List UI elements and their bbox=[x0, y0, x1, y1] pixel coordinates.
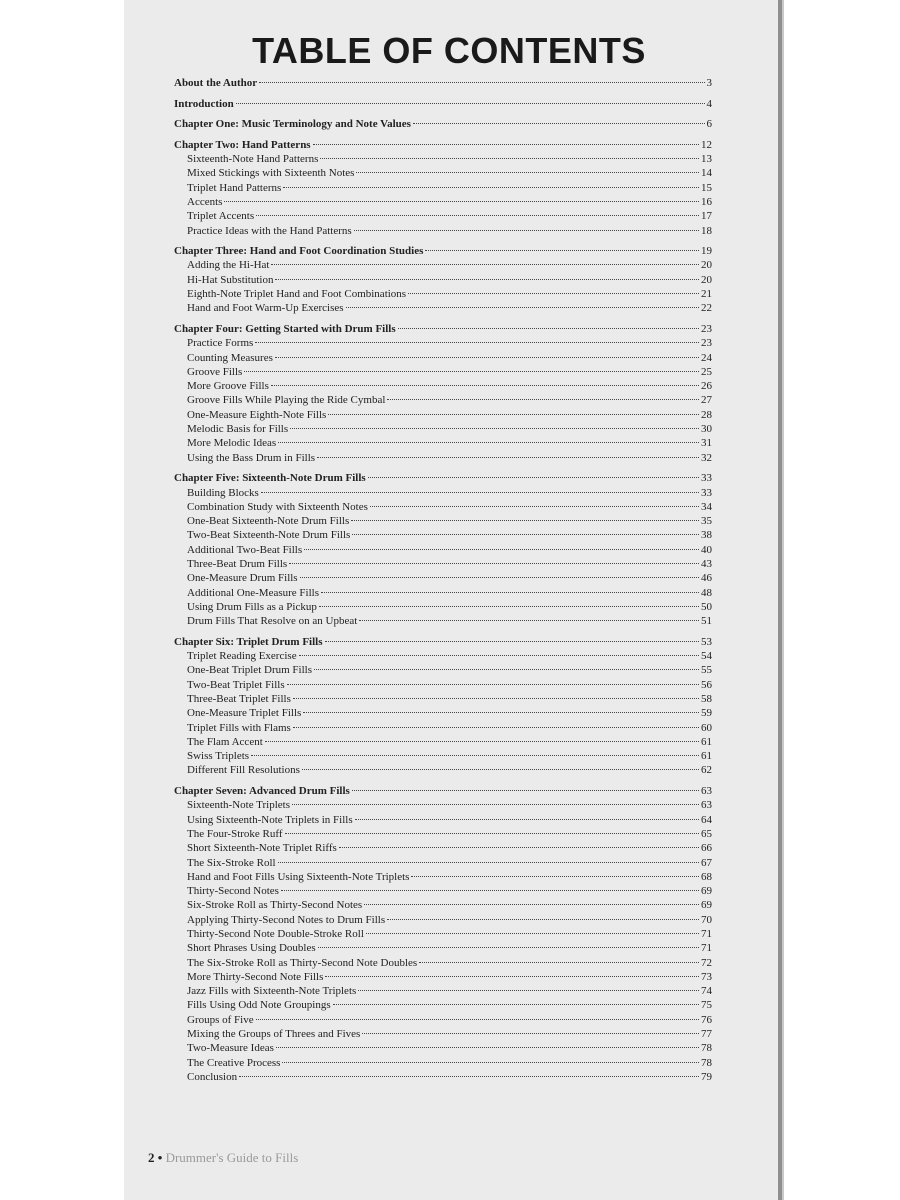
toc-entry-title: Chapter Six: Triplet Drum Fills bbox=[174, 635, 323, 648]
toc-section-entry bbox=[174, 452, 712, 466]
toc-entry-page: 35 bbox=[701, 515, 712, 528]
dot-leader bbox=[300, 577, 699, 578]
dot-leader bbox=[352, 534, 699, 535]
footer-book-title: Drummer's Guide to Fills bbox=[165, 1150, 299, 1165]
toc-section-entry bbox=[174, 558, 712, 572]
toc-entry-page: 19 bbox=[701, 245, 712, 258]
toc-section-entry bbox=[174, 928, 712, 942]
toc-entry-title: More Melodic Ideas bbox=[187, 437, 277, 450]
toc-entry-title: Using Drum Fills as a Pickup bbox=[187, 600, 317, 613]
toc-section-entry bbox=[174, 942, 712, 956]
toc-entry-title: Triplet Accents bbox=[187, 210, 255, 223]
dot-leader bbox=[302, 769, 699, 770]
toc-section-entry bbox=[174, 225, 712, 239]
dot-leader bbox=[256, 1019, 699, 1020]
page-title: TABLE OF CONTENTS bbox=[252, 30, 646, 71]
toc-entry-title: More Thirty-Second Note Fills bbox=[187, 970, 324, 983]
toc-section-entry bbox=[174, 722, 712, 736]
toc-entry-page: 32 bbox=[701, 451, 712, 464]
toc-entry-page: 30 bbox=[701, 423, 712, 436]
toc-section-entry bbox=[174, 1042, 712, 1056]
dot-leader bbox=[317, 457, 699, 458]
toc-section-entry bbox=[174, 707, 712, 721]
toc-entry-page: 12 bbox=[701, 138, 712, 151]
toc-entry-page: 34 bbox=[701, 500, 712, 513]
toc-entry-title: Short Sixteenth-Note Triplet Riffs bbox=[187, 842, 337, 855]
toc-entry-title: Thirty-Second Notes bbox=[187, 885, 279, 898]
toc-entry-page: 21 bbox=[701, 288, 712, 301]
toc-entry-page: 71 bbox=[701, 942, 712, 955]
toc-section-entry bbox=[174, 380, 712, 394]
dot-leader bbox=[292, 804, 699, 805]
dot-leader bbox=[366, 933, 699, 934]
toc-entry-title: One-Measure Triplet Fills bbox=[187, 707, 302, 720]
toc-section-entry bbox=[174, 615, 712, 629]
toc-section-entry bbox=[174, 196, 712, 210]
toc-chapter-entry bbox=[174, 785, 712, 799]
toc-entry-page: 24 bbox=[701, 351, 712, 364]
dot-leader bbox=[387, 919, 699, 920]
page-edge-shadow bbox=[782, 0, 784, 1200]
toc-entry-title: Three-Beat Triplet Fills bbox=[187, 692, 291, 705]
dot-leader bbox=[358, 990, 699, 991]
toc-entry-title: Chapter One: Music Terminology and Note Values bbox=[174, 118, 411, 131]
toc-chapter-entry bbox=[174, 323, 712, 337]
dot-leader bbox=[236, 103, 705, 104]
toc-entry-title: Applying Thirty-Second Notes to Drum Fills bbox=[187, 913, 386, 926]
toc-entry-page: 4 bbox=[706, 97, 712, 110]
toc-entry-page: 59 bbox=[701, 707, 712, 720]
toc-section-entry bbox=[174, 1014, 712, 1028]
dot-leader bbox=[293, 727, 699, 728]
toc-entry-page: 61 bbox=[701, 750, 712, 763]
toc-entry-page: 63 bbox=[701, 799, 712, 812]
toc-entry-page: 20 bbox=[701, 259, 712, 272]
toc-entry-title: Thirty-Second Note Double-Stroke Roll bbox=[187, 928, 364, 940]
toc-entry-title: Adding the Hi-Hat bbox=[187, 259, 270, 272]
toc-entry-page: 20 bbox=[701, 273, 712, 286]
toc-entry-title: Additional One-Measure Fills bbox=[187, 586, 319, 599]
toc-section-entry bbox=[174, 1028, 712, 1042]
toc-entry-title: Introduction bbox=[174, 97, 234, 110]
dot-leader bbox=[251, 755, 699, 756]
dot-leader bbox=[370, 506, 699, 507]
dot-leader bbox=[425, 250, 699, 251]
toc-chapter-entry bbox=[174, 98, 712, 112]
toc-entry-title: Triplet Reading Exercise bbox=[187, 650, 297, 663]
dot-leader bbox=[354, 230, 699, 231]
toc-entry-title: The Creative Process bbox=[187, 1056, 281, 1069]
toc-entry-title: Accents bbox=[187, 195, 223, 208]
footer-page-number: 2 bbox=[148, 1150, 155, 1165]
toc-entry-title: Groups of Five bbox=[187, 1013, 254, 1026]
toc-entry-title: Using the Bass Drum in Fills bbox=[187, 451, 316, 464]
toc-entry-title: Sixteenth-Note Triplets bbox=[187, 799, 290, 812]
toc-chapter-entry bbox=[174, 77, 712, 91]
dot-leader bbox=[355, 819, 699, 820]
dot-leader bbox=[271, 385, 699, 386]
toc-entry-page: 63 bbox=[701, 785, 712, 798]
toc-section-entry bbox=[174, 182, 712, 196]
toc-entry-page: 13 bbox=[701, 153, 712, 166]
toc-entry-title: One-Beat Sixteenth-Note Drum Fills bbox=[187, 515, 350, 528]
toc-section-entry bbox=[174, 957, 712, 971]
dot-leader bbox=[328, 414, 699, 415]
page-footer bbox=[148, 1150, 298, 1166]
dot-leader bbox=[282, 1062, 699, 1063]
dot-leader bbox=[356, 172, 699, 173]
toc-entry-title: Melodic Basis for Fills bbox=[187, 423, 289, 436]
toc-entry-page: 55 bbox=[701, 664, 712, 677]
dot-leader bbox=[346, 307, 699, 308]
toc-entry-title: Hand and Foot Warm-Up Exercises bbox=[187, 302, 344, 315]
toc-entry-page: 28 bbox=[701, 408, 712, 421]
toc-entry-title: Chapter Five: Sixteenth-Note Drum Fills bbox=[174, 472, 366, 485]
toc-entry-title: Three-Beat Drum Fills bbox=[187, 557, 288, 570]
toc-section-entry bbox=[174, 679, 712, 693]
toc-section-entry bbox=[174, 799, 712, 813]
toc-entry-title: Fills Using Odd Note Groupings bbox=[187, 999, 331, 1012]
dot-leader bbox=[255, 342, 699, 343]
toc-entry-title: Chapter Four: Getting Started with Drum Fills bbox=[174, 322, 396, 335]
toc-entry-page: 75 bbox=[701, 999, 712, 1012]
toc-section-entry bbox=[174, 664, 712, 678]
dot-leader bbox=[325, 976, 699, 977]
toc-section-entry bbox=[174, 601, 712, 615]
toc-section-entry bbox=[174, 544, 712, 558]
dot-leader bbox=[359, 620, 699, 621]
toc-entry-title: The Six-Stroke Roll bbox=[187, 856, 276, 869]
toc-entry-title: Triplet Hand Patterns bbox=[187, 181, 282, 194]
dot-leader bbox=[413, 123, 705, 124]
dot-leader bbox=[398, 328, 699, 329]
toc-entry-page: 78 bbox=[701, 1056, 712, 1069]
dot-leader bbox=[275, 357, 699, 358]
toc-entry-page: 74 bbox=[701, 985, 712, 998]
toc-entry-page: 22 bbox=[701, 302, 712, 315]
toc-entry-page: 18 bbox=[701, 224, 712, 237]
toc-entry-title: Practice Forms bbox=[187, 337, 254, 350]
dot-leader bbox=[265, 741, 699, 742]
toc-entry-page: 43 bbox=[701, 557, 712, 570]
dot-leader bbox=[325, 641, 700, 642]
dot-leader bbox=[362, 1033, 699, 1034]
toc-entry-title: Using Sixteenth-Note Triplets in Fills bbox=[187, 813, 353, 826]
toc-section-entry bbox=[174, 999, 712, 1013]
toc-chapter-entry bbox=[174, 139, 712, 153]
toc-entry-title: Two-Beat Triplet Fills bbox=[187, 678, 285, 691]
toc-entry-page: 60 bbox=[701, 721, 712, 734]
toc-entry-page: 66 bbox=[701, 842, 712, 855]
toc-entry-page: 54 bbox=[701, 650, 712, 663]
dot-leader bbox=[289, 563, 699, 564]
toc-section-entry bbox=[174, 487, 712, 501]
toc-section-entry bbox=[174, 693, 712, 707]
dot-leader bbox=[261, 492, 699, 493]
toc-section-entry bbox=[174, 153, 712, 167]
dot-leader bbox=[290, 428, 699, 429]
toc-section-entry bbox=[174, 210, 712, 224]
toc-entry-page: 48 bbox=[701, 586, 712, 599]
dot-leader bbox=[352, 790, 699, 791]
footer-separator: • bbox=[157, 1150, 163, 1165]
toc-entry-title: Drum Fills That Resolve on an Upbeat bbox=[187, 615, 358, 628]
toc-chapter-entry bbox=[174, 472, 712, 486]
toc-section-entry bbox=[174, 274, 712, 288]
dot-leader bbox=[408, 293, 699, 294]
toc-entry-page: 76 bbox=[701, 1013, 712, 1026]
toc-entry-title: One-Measure Drum Fills bbox=[187, 572, 298, 585]
toc-section-entry bbox=[174, 437, 712, 451]
dot-leader bbox=[411, 876, 699, 877]
toc-entry-page: 69 bbox=[701, 885, 712, 898]
toc-entry-page: 23 bbox=[701, 322, 712, 335]
toc-entry-page: 79 bbox=[701, 1070, 712, 1083]
toc-section-entry bbox=[174, 409, 712, 423]
toc-entry-title: Mixing the Groups of Threes and Fives bbox=[187, 1028, 361, 1041]
dot-leader bbox=[278, 862, 699, 863]
dot-leader bbox=[287, 684, 699, 685]
dot-leader bbox=[239, 1076, 699, 1077]
toc-section-entry bbox=[174, 885, 712, 899]
toc-entry-page: 33 bbox=[701, 486, 712, 499]
toc-section-entry bbox=[174, 871, 712, 885]
table-of-contents bbox=[174, 77, 712, 1085]
dot-leader bbox=[419, 962, 699, 963]
toc-entry-title: Counting Measures bbox=[187, 351, 273, 364]
toc-section-entry bbox=[174, 394, 712, 408]
toc-entry-title: Different Fill Resolutions bbox=[187, 764, 300, 777]
toc-entry-title: Hand and Foot Fills Using Sixteenth-Note Triplets bbox=[187, 870, 410, 883]
toc-entry-page: 53 bbox=[701, 635, 712, 648]
toc-entry-page: 67 bbox=[701, 856, 712, 869]
toc-entry-page: 26 bbox=[701, 380, 712, 393]
toc-entry-title: Building Blocks bbox=[187, 486, 259, 499]
toc-entry-page: 27 bbox=[701, 394, 712, 407]
dot-leader bbox=[244, 371, 699, 372]
toc-entry-title: Combination Study with Sixteenth Notes bbox=[187, 500, 368, 513]
toc-entry-title: Additional Two-Beat Fills bbox=[187, 543, 303, 556]
toc-chapter-entry bbox=[174, 118, 712, 132]
toc-entry-page: 46 bbox=[701, 572, 712, 585]
toc-entry-page: 78 bbox=[701, 1042, 712, 1055]
dot-leader bbox=[387, 399, 699, 400]
toc-entry-page: 73 bbox=[701, 970, 712, 983]
toc-section-entry bbox=[174, 167, 712, 181]
toc-entry-page: 23 bbox=[701, 337, 712, 350]
toc-section-entry bbox=[174, 971, 712, 985]
toc-entry-page: 65 bbox=[701, 827, 712, 840]
dot-leader bbox=[304, 549, 699, 550]
toc-entry-page: 62 bbox=[701, 764, 712, 777]
toc-section-entry bbox=[174, 828, 712, 842]
toc-entry-title: Chapter Seven: Advanced Drum Fills bbox=[174, 785, 350, 798]
toc-section-entry bbox=[174, 337, 712, 351]
dot-leader bbox=[314, 669, 699, 670]
toc-entry-title: The Flam Accent bbox=[187, 735, 263, 748]
toc-entry-page: 16 bbox=[701, 195, 712, 208]
toc-entry-title: The Four-Stroke Ruff bbox=[187, 827, 283, 840]
dot-leader bbox=[319, 606, 699, 607]
dot-leader bbox=[351, 520, 699, 521]
dot-leader bbox=[283, 187, 699, 188]
toc-section-entry bbox=[174, 736, 712, 750]
toc-entry-page: 77 bbox=[701, 1028, 712, 1041]
toc-entry-page: 40 bbox=[701, 543, 712, 556]
toc-chapter-entry bbox=[174, 245, 712, 259]
toc-entry-page: 25 bbox=[701, 365, 712, 378]
dot-leader bbox=[224, 201, 699, 202]
toc-entry-title: Chapter Three: Hand and Foot Coordination Studies bbox=[174, 245, 424, 258]
toc-section-entry bbox=[174, 857, 712, 871]
toc-entry-page: 38 bbox=[701, 529, 712, 542]
toc-section-entry bbox=[174, 302, 712, 316]
toc-entry-page: 17 bbox=[701, 210, 712, 223]
toc-entry-page: 69 bbox=[701, 899, 712, 912]
dot-leader bbox=[333, 1004, 699, 1005]
toc-entry-page: 58 bbox=[701, 692, 712, 705]
toc-section-entry bbox=[174, 914, 712, 928]
toc-section-entry bbox=[174, 814, 712, 828]
toc-entry-title: The Six-Stroke Roll as Thirty-Second Note Doubles bbox=[187, 956, 418, 969]
toc-section-entry bbox=[174, 1071, 712, 1085]
toc-entry-title: Swiss Triplets bbox=[187, 750, 250, 763]
dot-leader bbox=[318, 947, 699, 948]
toc-entry-page: 31 bbox=[701, 437, 712, 450]
dot-leader bbox=[339, 847, 699, 848]
toc-entry-title: Mixed Stickings with Sixteenth Notes bbox=[187, 167, 355, 180]
toc-entry-title: Six-Stroke Roll as Thirty-Second Notes bbox=[187, 899, 363, 912]
toc-entry-page: 51 bbox=[701, 615, 712, 628]
toc-section-entry bbox=[174, 288, 712, 302]
toc-entry-page: 70 bbox=[701, 913, 712, 926]
toc-section-entry bbox=[174, 423, 712, 437]
toc-entry-title: One-Measure Eighth-Note Fills bbox=[187, 408, 327, 421]
toc-entry-title: More Groove Fills bbox=[187, 380, 269, 393]
toc-entry-page: 15 bbox=[701, 181, 712, 194]
toc-section-entry bbox=[174, 352, 712, 366]
toc-section-entry bbox=[174, 501, 712, 515]
toc-entry-page: 33 bbox=[701, 472, 712, 485]
toc-entry-title: Groove Fills While Playing the Ride Cymbal bbox=[187, 394, 386, 407]
toc-entry-title: Sixteenth-Note Hand Patterns bbox=[187, 153, 319, 166]
toc-entry-title: Groove Fills bbox=[187, 365, 243, 378]
toc-entry-page: 64 bbox=[701, 813, 712, 826]
toc-section-entry bbox=[174, 1057, 712, 1071]
dot-leader bbox=[313, 144, 699, 145]
toc-entry-page: 61 bbox=[701, 735, 712, 748]
toc-entry-page: 72 bbox=[701, 956, 712, 969]
toc-entry-page: 14 bbox=[701, 167, 712, 180]
toc-section-entry bbox=[174, 259, 712, 273]
toc-entry-title: Practice Ideas with the Hand Patterns bbox=[187, 224, 352, 237]
toc-entry-title: Two-Measure Ideas bbox=[187, 1042, 274, 1055]
toc-entry-title: One-Beat Triplet Drum Fills bbox=[187, 664, 312, 677]
toc-section-entry bbox=[174, 764, 712, 778]
toc-entry-page: 3 bbox=[706, 77, 712, 89]
dot-leader bbox=[278, 442, 699, 443]
toc-entry-title: Two-Beat Sixteenth-Note Drum Fills bbox=[187, 529, 351, 542]
toc-entry-title: Short Phrases Using Doubles bbox=[187, 942, 316, 955]
dot-leader bbox=[368, 477, 699, 478]
dot-leader bbox=[256, 215, 699, 216]
dot-leader bbox=[321, 592, 699, 593]
dot-leader bbox=[276, 1047, 699, 1048]
dot-leader bbox=[281, 890, 699, 891]
toc-entry-title: Chapter Two: Hand Patterns bbox=[174, 138, 311, 151]
dot-leader bbox=[259, 82, 704, 83]
toc-section-entry bbox=[174, 985, 712, 999]
toc-entry-title: Conclusion bbox=[187, 1070, 238, 1083]
dot-leader bbox=[285, 833, 699, 834]
toc-section-entry bbox=[174, 366, 712, 380]
toc-chapter-entry bbox=[174, 636, 712, 650]
toc-entry-page: 71 bbox=[701, 928, 712, 940]
dot-leader bbox=[299, 655, 699, 656]
toc-entry-title: Jazz Fills with Sixteenth-Note Triplets bbox=[187, 985, 357, 998]
toc-entry-title: Triplet Fills with Flams bbox=[187, 721, 291, 734]
dot-leader bbox=[320, 158, 699, 159]
dot-leader bbox=[364, 904, 699, 905]
toc-section-entry bbox=[174, 650, 712, 664]
toc-section-entry bbox=[174, 572, 712, 586]
toc-section-entry bbox=[174, 587, 712, 601]
toc-section-entry bbox=[174, 750, 712, 764]
toc-entry-page: 56 bbox=[701, 678, 712, 691]
dot-leader bbox=[303, 712, 699, 713]
dot-leader bbox=[271, 264, 699, 265]
toc-entry-page: 50 bbox=[701, 600, 712, 613]
toc-entry-page: 68 bbox=[701, 870, 712, 883]
toc-entry-title: About the Author bbox=[174, 77, 258, 89]
toc-entry-title: Eighth-Note Triplet Hand and Foot Combinations bbox=[187, 288, 407, 301]
dot-leader bbox=[275, 279, 699, 280]
toc-entry-page: 6 bbox=[706, 118, 712, 131]
toc-section-entry bbox=[174, 515, 712, 529]
toc-section-entry bbox=[174, 529, 712, 543]
dot-leader bbox=[293, 698, 699, 699]
toc-entry-title: Hi-Hat Substitution bbox=[187, 273, 274, 286]
toc-section-entry bbox=[174, 842, 712, 856]
toc-section-entry bbox=[174, 899, 712, 913]
